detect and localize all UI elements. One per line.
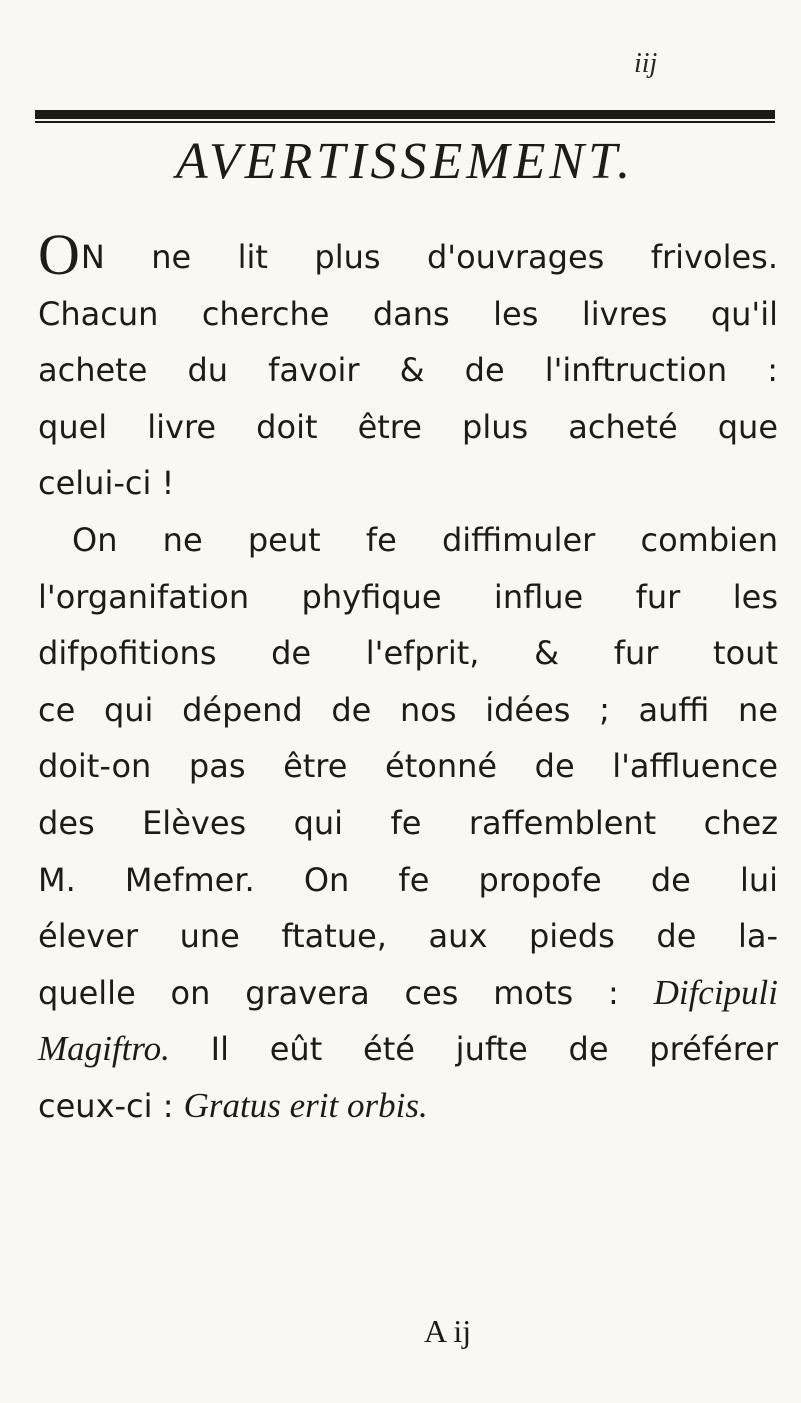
text-line: des Elèves qui fe raffemblent chez — [38, 803, 778, 842]
text-line — [38, 222, 778, 287]
text-line: élever une ftatue, aux pieds de la- — [38, 917, 778, 956]
text-run: quelle on gravera ces mots : — [38, 973, 654, 1012]
text-line: On ne peut fe diffimuler combien — [72, 520, 778, 559]
header-rule-thin — [35, 121, 775, 123]
text-line: M. Mefmer. On fe propofe de lui — [38, 860, 778, 899]
text-run: ceux-ci : — [38, 1086, 184, 1125]
text-run: N ne lit plus d'ouvrages frivoles. — [80, 238, 778, 276]
text-line — [38, 1078, 778, 1135]
text-line: doit-on pas être étonné de l'affluence — [38, 747, 778, 786]
italic-run: Magiftro. — [38, 1029, 170, 1069]
text-line: difpofitions de l'efprit, & fur tout — [38, 634, 778, 673]
italic-run: Difcipuli — [653, 972, 778, 1012]
header-rule-thick — [35, 110, 775, 119]
text-line: achete du favoir & de l'inftruction : — [38, 351, 778, 390]
text-run: Il eût été jufte de préférer — [169, 1030, 778, 1069]
text-line: celui-ci ! — [38, 464, 175, 503]
drop-cap: O — [38, 222, 80, 287]
text-line: Chacun cherche dans les livres qu'il — [38, 294, 778, 333]
text-line — [38, 1021, 778, 1078]
text-line: quel livre doit être plus acheté que — [38, 407, 778, 446]
text-line: l'organifation phyfique influe fur les — [38, 577, 778, 616]
chapter-title: AVERTISSEMENT. — [175, 133, 635, 190]
signature-mark: A ij — [424, 1313, 472, 1349]
body-text — [38, 222, 778, 1135]
text-line: ce qui dépend de nos idées ; auffi ne — [38, 690, 778, 729]
italic-run: Gratus erit orbis. — [183, 1085, 428, 1125]
page-number: iij — [634, 48, 658, 79]
text-line — [38, 965, 778, 1022]
